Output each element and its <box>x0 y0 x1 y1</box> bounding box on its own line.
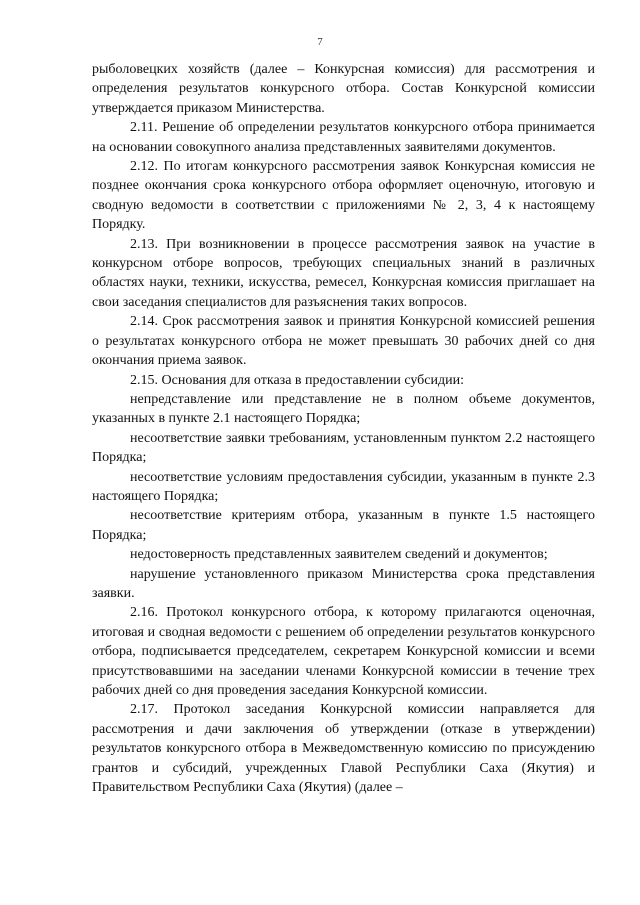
document-body <box>92 60 595 797</box>
paragraph: непредставление или представление не в полном объеме документов, указанных в пункте 2.1 настоящего Порядка; <box>92 391 595 427</box>
paragraph: недостоверность представленных заявителем сведений и документов; <box>130 547 548 563</box>
paragraph: 2.14. Срок рассмотрения заявок и принятия Конкурсной комиссией решения о результатах конкурсного отбора не может превышать 30 рабочих дней со дня окончания приема заявок. <box>92 314 595 369</box>
paragraph: 2.12. По итогам конкурсного рассмотрения заявок Конкурсная комиссия не позднее окончания срока конкурсного отбора оформляет оценочную, итоговую и сводную ведомости в соответствии с приложениями № 2, 3, 4 к настоящему Порядку. <box>92 159 595 233</box>
paragraph: нарушение установленного приказом Министерства срока представления заявки. <box>92 566 595 601</box>
paragraph: 2.16. Протокол конкурсного отбора, к которому прилагаются оценочная, итоговая и сводная ведомости с решением об определении результатов конкурсного отбора, подписывается председателем, секретарем Конкурсной комиссии и всеми присутствовавшими на заседании членами Конкурсной комиссии в течение трех рабочих дней со дня проведения заседания Конкурсной комиссии. <box>92 605 595 698</box>
paragraph: 2.15. Основания для отказа в предоставлении субсидии: <box>130 372 465 388</box>
paragraph: 2.17. Протокол заседания Конкурсной комиссии направляется для рассмотрения и дачи заключения об утверждении (отказе в утверждении) результатов конкурсного отбора в Межведомственную комиссию по присуждению грантов и субсидий, учрежденных Главой Республики Саха (Якутия) и Правительством Республики Саха (Якутия) (далее – <box>92 702 595 796</box>
paragraph: 2.11. Решение об определении результатов конкурсного отбора принимается на основании совокупного анализа представленных заявителями документов. <box>92 120 595 155</box>
paragraph: 2.13. При возникновении в процессе рассмотрения заявок на участие в конкурсном отборе вопросов, требующих специальных знаний в различных областях науки, техники, искусства, ремесел, Конкурсная комиссия приглашает на свои заседания специалистов для разъяснения таких вопросов. <box>92 236 595 310</box>
paragraph: несоответствие заявки требованиям, установленным пунктом 2.2 настоящего Порядка; <box>92 430 595 466</box>
paragraph: рыболовецких хозяйств (далее – Конкурсная комиссия) для рассмотрения и определения результатов конкурсного отбора. Состав Конкурсной комиссии утверждается приказом Министерства. <box>92 62 595 116</box>
paragraph: несоответствие критериям отбора, указанным в пункте 1.5 настоящего Порядка; <box>92 508 595 543</box>
page-number: 7 <box>317 36 323 48</box>
paragraph: несоответствие условиям предоставления субсидии, указанным в пункте 2.3 настоящего Порядка; <box>92 469 595 504</box>
